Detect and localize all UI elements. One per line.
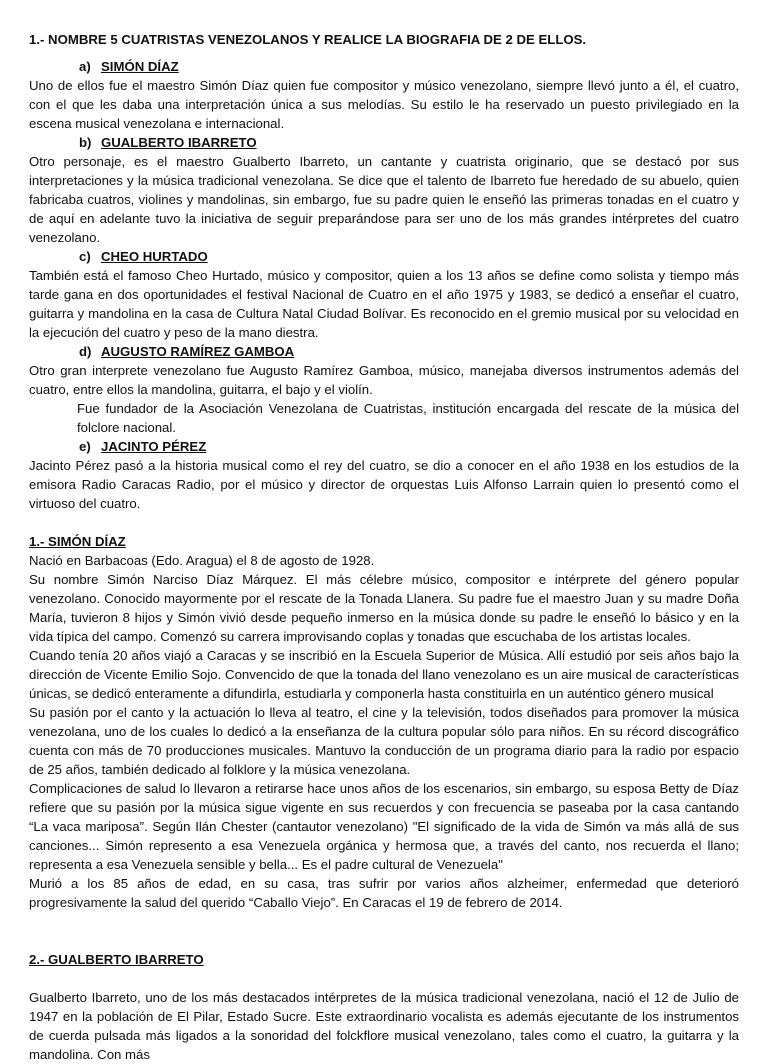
item-paragraph: También está el famoso Cheo Hurtado, músico y compositor, quien a los 13 años se define como solista y tiempo más tarde gana en dos oportunidades el festival Nacional de Cuatro en el año 1975 y 1983, se dedicó a enseñar el cuatro, guitarra y mandolina en la casa de Cultura Natal Ciudad Bolívar. Es reconocido en el gremio musical por su velocidad en la ejecución del cuatro y peso de la mano diestra. (29, 268, 739, 340)
bio2-paragraph: Gualberto Ibarreto, uno de los más destacados intérpretes de la música tradicional venezolana, nació el 12 de Julio de 1947 en la población de El Pilar, Estado Sucre. Este extraordinario vocalista es además ejecutante de los instrumentos de cuerda pulsada más ligados a la sonoridad del folckflore musical venezolano, tales como el cuatro, la guitarra y la mandolina. Con más (29, 990, 739, 1062)
bio1-paragraph: Cuando tenía 20 años viajó a Caracas y se inscribió en la Escuela Superior de Música. Allí estudió por seis años bajo la dirección de Vicente Emilio Sojo. Convencido de que la tonada del llano venezolano es un aire musical de características únicas, se dedicó enteramente a difundirla, estudiarla y componerla hasta constituirla en un auténtico género musical (29, 648, 739, 701)
list-item-heading (79, 342, 739, 361)
list-item-heading (79, 133, 739, 152)
item-name: SIMÓN DÍAZ (101, 59, 179, 74)
item-paragraph: Uno de ellos fue el maestro Simón Díaz quien fue compositor y músico venezolano, siempre llevó junto a él, el cuatro, con el que les daba una interpretación única a sus melodías. Su estilo le ha reservado un puesto privilegiado en la escena musical venezolana e internacional. (29, 78, 739, 131)
item-paragraph: Otro personaje, es el maestro Gualberto Ibarreto, un cantante y cuatrista originario, que se destacó por sus interpretaciones y la música tradicional venezolana. Se dice que el talento de Ibarreto fue heredado de su abuelo, quien fabricaba cuatros, violines y mandolinas, sin embargo, fue su padre quien le enseñó las primeras tonadas en el cuatro y de aquí en adelante tuvo la iniciativa de seguir preparándose para ser uno de los más grandes intérpretes del cuatro venezolano. (29, 154, 739, 245)
item-paragraph: Jacinto Pérez pasó a la historia musical como el rey del cuatro, se dio a conocer en el año 1938 en los estudios de la emisora Radio Caracas Radio, por el músico y director de orquestas Luis Alfonso Larrain quien lo presentó como el virtuoso del cuatro. (29, 458, 739, 511)
item-letter: a) (79, 59, 91, 74)
item-letter: b) (79, 135, 92, 150)
bio1-paragraph: Su pasión por el canto y la actuación lo lleva al teatro, el cine y la televisión, todos diseñados para promover la música venezolana, uno de los cuales lo dedicó a la enseñanza de la cultura popular sólo para niños. En su récord discográfico cuenta con más de 70 producciones musicales. Mantuvo la conducción de un programa diario para la radio por espacio de 25 años, también dedicado al folklore y la música venezolana. (29, 705, 739, 777)
item-name: CHEO HURTADO (101, 249, 208, 264)
question-heading: 1.- NOMBRE 5 CUATRISTAS VENEZOLANOS Y REALICE LA BIOGRAFIA DE 2 DE ELLOS. (29, 32, 587, 47)
item-name: GUALBERTO IBARRETO (101, 135, 257, 150)
bio1-paragraph: Nació en Barbacoas (Edo. Aragua) el 8 de agosto de 1928. (29, 553, 375, 568)
list-item-heading (79, 57, 739, 76)
item-letter: e) (79, 439, 91, 454)
bio1-paragraph: Murió a los 85 años de edad, en su casa, tras sufrir por varios años alzheimer, enfermedad que deterioró progresivamente la salud del querido “Caballo Viejo”. En Caracas el 19 de febrero de 2014. (29, 876, 739, 910)
item-paragraph: Otro gran interprete venezolano fue Augusto Ramírez Gamboa, músico, manejaba diversos instrumentos además del cuatro, entre ellos la mandolina, guitarra, el bajo y el violín. (29, 363, 739, 397)
item-name: AUGUSTO RAMÍREZ GAMBOA (101, 344, 295, 359)
list-item-heading (79, 247, 739, 266)
bio1-paragraph: Su nombre Simón Narciso Díaz Márquez. El más célebre músico, compositor e intérprete del género popular venezolano. Conocido mayormente por el rescate de la Tonada Llanera. Su padre fue el maestro Juan y su madre Doña María, tuvieron 8 hijos y Simón vivió desde pequeño inmerso en la música donde su padre le enseñó lo básico y en la vida típica del campo. Comenzó su carrera improvisando coplas y tonadas que escuchaba de los artistas locales. (29, 572, 739, 644)
item-name: JACINTO PÉREZ (101, 439, 207, 454)
bio1-paragraph: Complicaciones de salud lo llevaron a retirarse hace unos años de los escenarios, sin embargo, su esposa Betty de Díaz refiere que su pasión por la música sigue vigente en sus recuerdos y con frecuencia se paseaba por la casa cantando “La vaca mariposa”. Según Ilán Chester (cantautor venezolano) "El significado de la vida de Simón va más allá de sus canciones... Simón represento a esa Venezuela orgánica y hermosa que, a través del canto, nos recuerda el llano; representa a esa Venezuela sensible y bella... Es el padre cultural de Venezuela" (29, 781, 739, 872)
bio1-title: 1.- SIMÓN DÍAZ (29, 534, 126, 549)
item-indented-paragraph: Fue fundador de la Asociación Venezolana de Cuatristas, institución encargada del rescate de la música del folclore nacional. (77, 401, 739, 435)
bio2-title: 2.- GUALBERTO IBARRETO (29, 952, 204, 967)
item-letter: d) (79, 344, 92, 359)
item-letter: c) (79, 249, 91, 264)
cuatristas-list (29, 57, 739, 513)
bio1-body (29, 551, 739, 912)
list-item-heading (79, 437, 739, 456)
